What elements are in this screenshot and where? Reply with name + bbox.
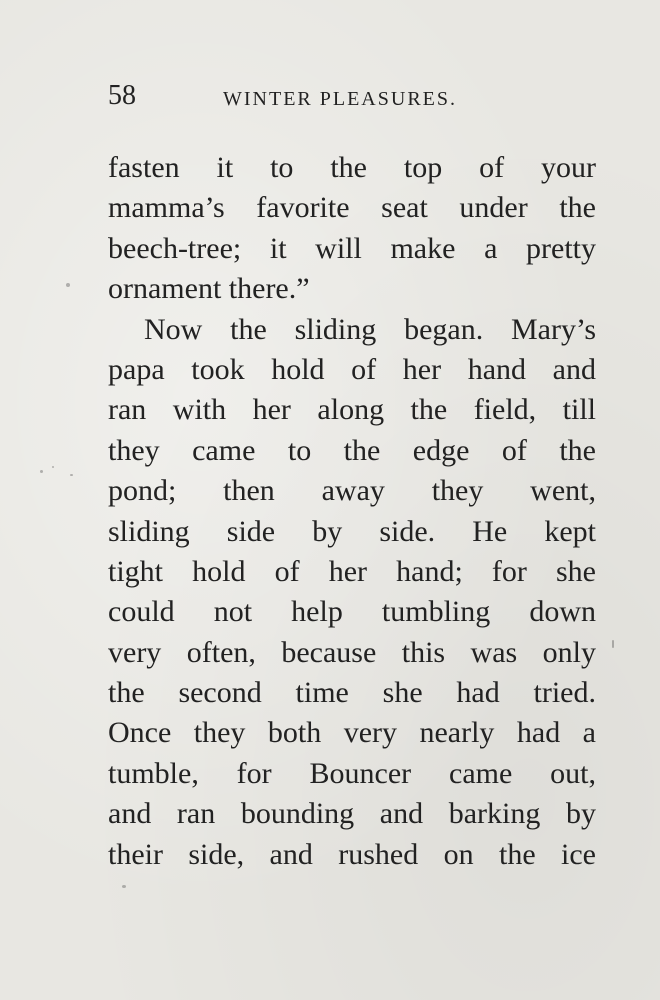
paper-speck — [66, 283, 70, 287]
text-line: fasten it to the top of your — [108, 151, 596, 184]
paper-speck — [40, 470, 43, 473]
paragraph — [108, 148, 596, 310]
text-line: ran with her along the field, till — [108, 393, 596, 427]
text-line: Now the sliding began. Mary’s — [144, 312, 596, 346]
paper-speck — [122, 885, 126, 888]
body-text — [108, 148, 596, 875]
text-line: ornament there.” — [108, 272, 310, 306]
page-number: 58 — [108, 80, 136, 111]
text-line: could not help tumbling down — [108, 595, 596, 629]
text-line: very often, because this was only — [108, 635, 596, 669]
text-line: tight hold of her hand; for she — [108, 554, 596, 588]
text-line: papa took hold of her hand and — [108, 352, 596, 386]
text-line: their side, and rushed on the ice — [108, 837, 596, 871]
paragraph — [108, 310, 596, 875]
text-line: sliding side by side. He kept — [108, 514, 596, 548]
text-line: Once they both very nearly had a — [108, 716, 596, 750]
paper-speck — [70, 474, 73, 476]
paper-speck — [612, 640, 614, 648]
text-line: and ran bounding and barking by — [108, 797, 596, 831]
text-line: the second time she had tried. — [108, 676, 596, 710]
text-line: mamma’s favorite seat under the — [108, 191, 596, 225]
running-head: WINTER PLEASURES. — [223, 88, 457, 110]
text-line: pond; then away they went, — [108, 474, 596, 508]
paper-speck — [52, 466, 54, 468]
page-header — [108, 78, 588, 114]
text-line: beech-tree; it will make a pretty — [108, 231, 596, 265]
text-line: they came to the edge of the — [108, 433, 596, 467]
text-line: tumble, for Bouncer came out, — [108, 756, 596, 790]
